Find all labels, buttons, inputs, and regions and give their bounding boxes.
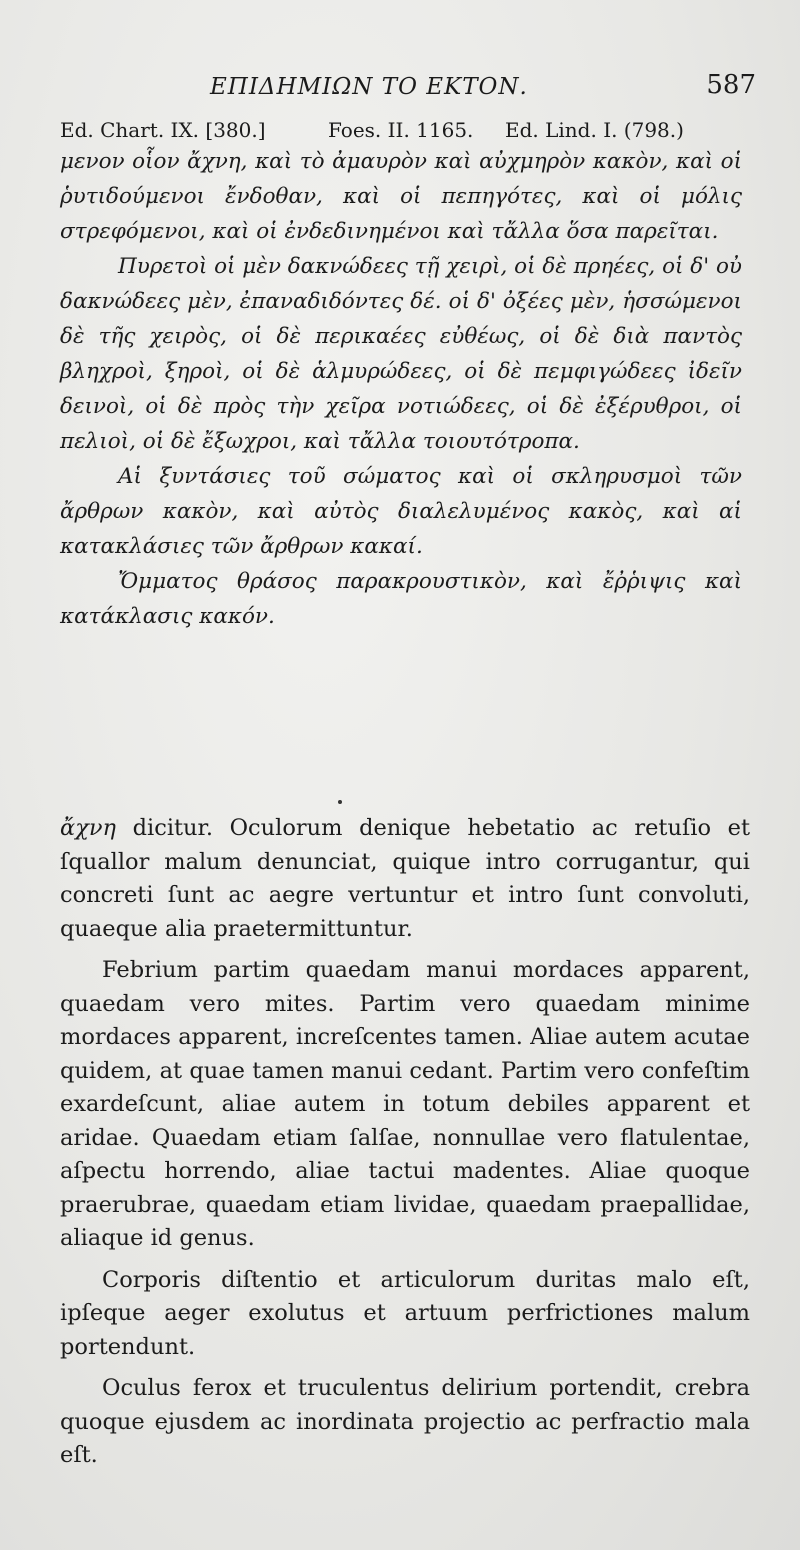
greek-paragraph-4: Ὄμματος θράσος παρακρουστικὸν, καὶ ἔῤῥιψις καὶ κατάκλασις κακόν. [60,569,742,629]
greek-text [60,144,742,634]
latin-paragraph-1 [60,812,750,946]
section-dot [338,800,342,804]
latin-paragraph-1-text: dicitur. Oculorum denique hebetatio ac retuſio et ſquallor malum denunciat, quique intro corrugantur, qui concreti ſunt ac aegre vertuntur et intro ſunt convoluti, quaeque alia praetermittuntur. [60,815,750,942]
latin-paragraph-2: Febrium partim quaedam manui mordaces apparent, quaedam vero mites. Partim vero quaedam minime mordaces apparent, increſcentes tamen. Aliae autem acutae quidem, at quae tamen manui cedant. Partim vero confeſtim exardeſcunt, aliae autem in totum debiles apparent et aridae. Quaedam etiam ſalſae, nonnullae vero flatulentae, aſpectu horrendo, aliae tactui madentes. Aliae quoque praerubrae, quaedam etiam lividae, quaedam praepallidae, aliaque id genus. [60,957,750,1251]
reference-linden: Ed. Lind. I. (798.) [505,118,684,142]
edition-references [60,118,750,146]
greek-paragraph-2: Πυρετοὶ οἱ μὲν δακνώδεες τῇ χειρὶ, οἱ δὲ πρηέες, οἱ δ' οὐ δακνώδεες μὲν, ἐπαναδιδόντες δέ. οἱ δ' ὀξέες μὲν, ἡσσώμενοι δὲ τῆς χειρὸς, οἱ δὲ περικαέες εὐθέως, οἱ δὲ διὰ παντὸς βληχροὶ, ξηροὶ, οἱ δὲ ἁλμυρώδεες, οἱ δὲ πεμφιγώδεες ἰδεῖν δεινοὶ, οἱ δὲ πρὸς τὴν χεῖρα νοτιώδεες, οἱ δὲ ἐξέρυθροι, οἱ πελιοὶ, οἱ δὲ ἔξωχροι, καὶ τἄλλα τοιουτότροπα. [60,254,742,454]
greek-paragraph-1: μενον οἷον ἄχνη, καὶ τὸ ἀμαυρὸν καὶ αὐχμηρὸν κακὸν, καὶ οἱ ῥυτιδούμενοι ἔνδοθαν, καὶ οἱ πεπηγότες, καὶ οἱ μόλις στρεφόμενοι, καὶ οἱ ἐνδεδινημένοι καὶ τἄλλα ὅσα παρεῖται. [60,149,742,244]
running-title: ΕΠΙΔΗΜΙΩΝ ΤΟ ΕΚΤΟΝ. [210,74,528,100]
page-number: 587 [706,70,756,100]
latin-paragraph-3: Corporis diſtentio et articulorum duritas malo eſt, ipſeque aeger exolutus et artuum perfrictiones malum portendunt. [60,1266,750,1360]
running-head [60,66,760,106]
latin-paragraph-4: Oculus ferox et truculentus delirium portendit, crebra quoque ejusdem ac inordinata projectio ac perfractio mala eſt. [60,1375,750,1468]
greek-paragraph-3: Αἱ ξυντάσιες τοῦ σώματος καὶ οἱ σκληρυσμοὶ τῶν ἄρθρων κακὸν, καὶ αὐτὸς διαλελυμένος κακὸς, καὶ αἱ κατακλάσιες τῶν ἄρθρων κακαί. [60,464,742,559]
latin-lead-word: ἄχνη [60,815,116,841]
reference-chartier: Ed. Chart. IX. [380.] [60,118,266,142]
latin-translation [60,812,750,1481]
reference-foesius: Foes. II. 1165. [328,118,474,142]
